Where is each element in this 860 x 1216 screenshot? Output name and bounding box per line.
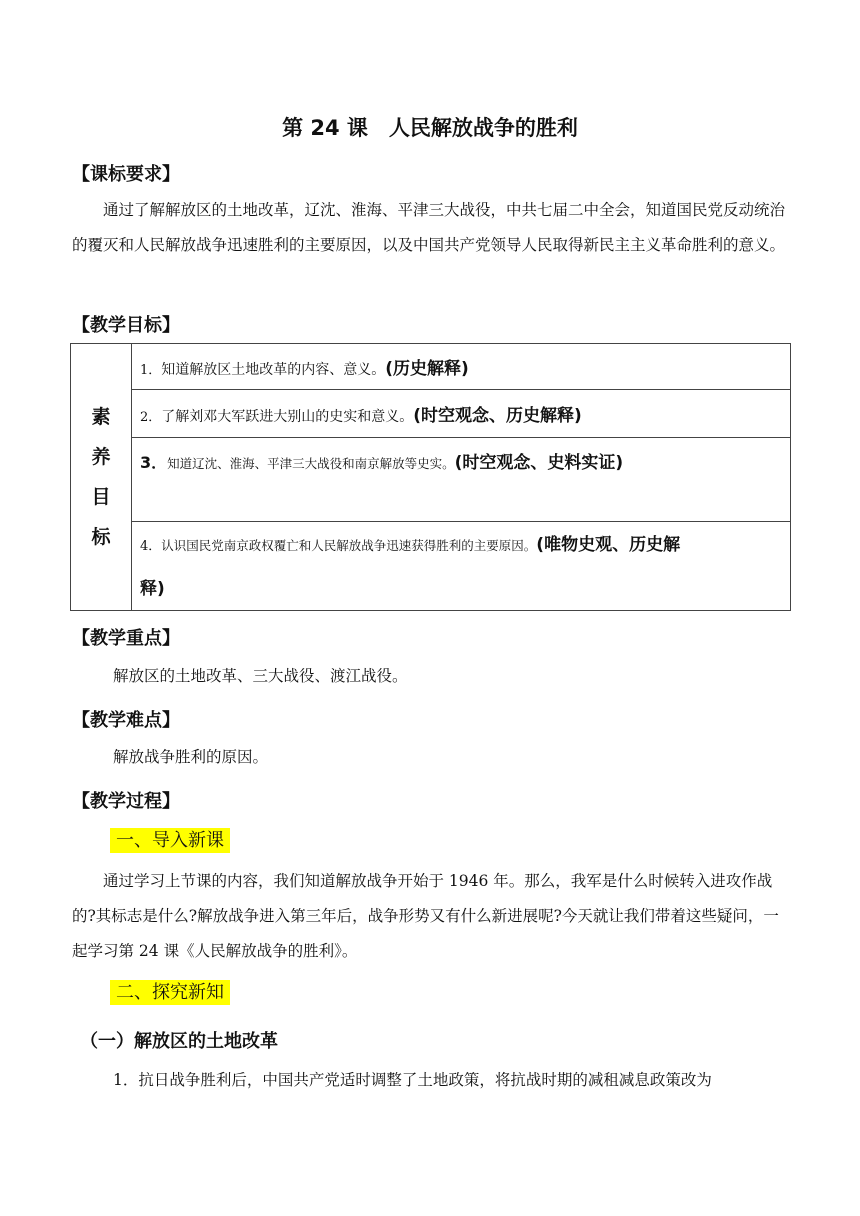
subheading-land-reform: （一）解放区的土地改革 [80,1031,278,1052]
goal-2-tag: (时空观念、历史解释) [413,406,582,426]
goal-2-text: 了解刘邓大军跃进大别山的史实和意义。 [161,409,414,425]
goal-3-num: 3． [140,453,168,472]
intro-paragraph: 通过学习上节课的内容，我们知道解放战争开始于 1946 年。那么，我军是什么时候转入进攻作战的?其标志是什么?解放战争进入第三年后，战争形势又有什么新进展呢?今天就让我们带着这些疑问，一起学习第 24 课《人民解放战争的胜利》。 [72,872,779,960]
heading-difficulties: 【教学难点】 [72,710,180,731]
goal-4-text: 认识国民党南京政权覆亡和人民解放战争迅速获得胜利的主要原因。 [161,538,537,553]
curriculum-paragraph: 通过了解解放区的土地改革，辽沈、淮海、平津三大战役，中共七届二中全会，知道国民党反动统治的覆灭和人民解放战争迅速胜利的主要原因，以及中国共产党领导人民取得新民主主义革命胜利的意义。 [72,201,786,254]
heading-key-points: 【教学重点】 [72,628,180,649]
goal-row-4 [132,522,791,611]
goal-row-1 [132,344,791,390]
heading-process: 【教学过程】 [72,791,180,812]
heading-goals: 【教学目标】 [72,315,180,336]
goal-2-num: 2． [140,410,162,425]
heading-curriculum: 【课标要求】 [72,164,180,185]
goals-label-cell [71,344,132,611]
step-explore-label [110,978,230,1004]
step-intro-label [110,826,230,852]
goal-row-2 [132,390,791,438]
goals-table [70,343,791,611]
step-intro-highlight: 一、导入新课 [110,828,230,853]
goal-1-tag: (历史解释) [385,359,469,379]
land-reform-line-1: 1．抗日战争胜利后，中国共产党适时调整了土地政策，将抗战时期的减租减息政策改为 [113,1071,712,1089]
difficulties-text: 解放战争胜利的原因。 [113,748,269,766]
goal-4-tag: (唯物史观、历史解 [536,535,681,555]
step-explore-highlight: 二、探究新知 [110,980,230,1005]
page-title: 第 24 课 人民解放战争的胜利 [282,116,578,140]
goal-row-3 [132,438,791,522]
goal-3-text: 知道辽沈、淮海、平津三大战役和南京解放等史实。 [167,456,455,471]
goal-1-text: 知道解放区土地改革的内容、意义。 [161,362,386,378]
key-points-text: 解放区的土地改革、三大战役、渡江战役。 [113,667,408,685]
goals-label: 素养目标 [91,406,111,548]
goal-1-num: 1． [140,363,162,378]
goal-4-num: 4． [140,539,162,554]
goal-4-tag-cont: 释) [140,579,165,599]
goal-3-tag: (时空观念、史料实证) [454,453,624,473]
